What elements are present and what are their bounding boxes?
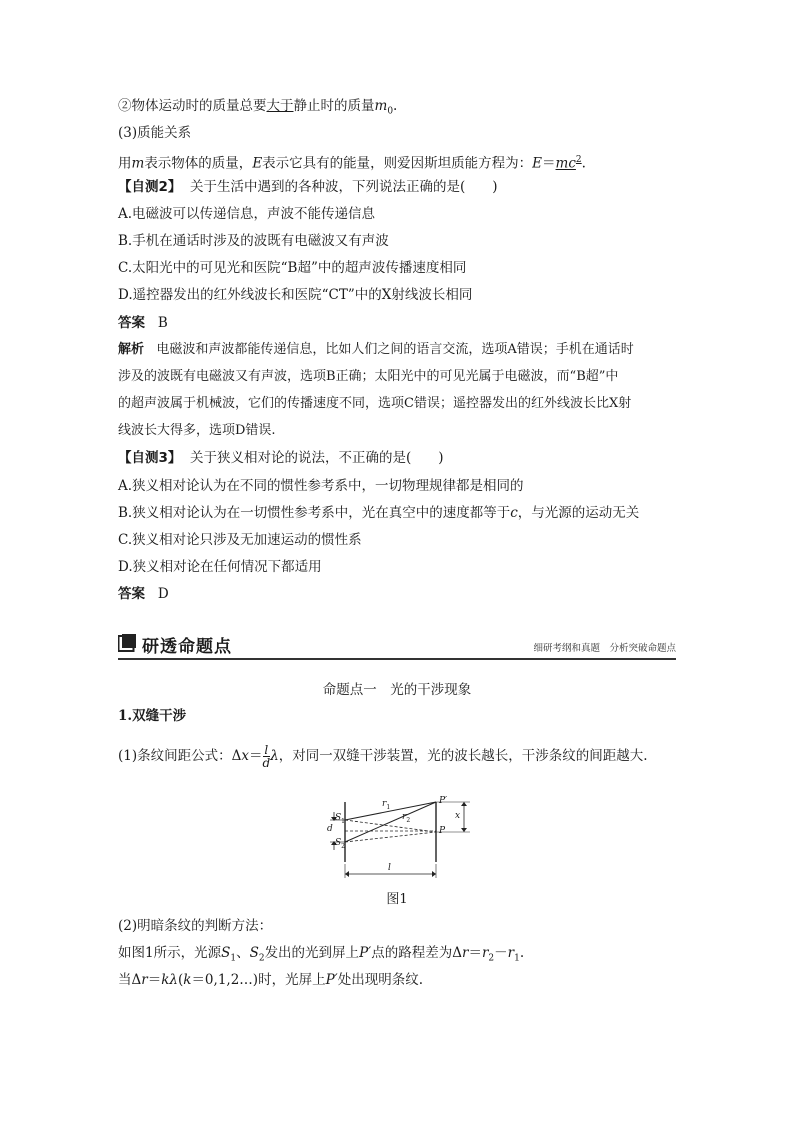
fraction-l-over-d: $\frac{l}{d}$ (262, 743, 271, 770)
question-2-answer: 答案 B (118, 315, 168, 331)
label-p-prime: P′ (439, 796, 448, 806)
question-3-option-b: B.狭义相对论认为在一切惯性参考系中，光在真空中的速度都等于c，与光源的运动无关 (118, 505, 640, 521)
label-s1: $S_1$ (335, 813, 345, 825)
question-2-option-b: B.手机在通话时涉及的波既有电磁波又有声波 (118, 233, 389, 249)
heading-mass-energy: (3)质能关系 (118, 125, 192, 141)
paragraph-bright-fringe: 当Δr＝kλ(k＝0,1,2…)时，光屏上P′处出现明条纹. (118, 972, 424, 988)
question-2-analysis-line-3: 的超声波属于机械波，它们的传播速度不同，选项C错误；遥控器发出的红外线波长比X射 (118, 396, 632, 411)
question-3-option-d: D.狭义相对论在任何情况下都适用 (118, 559, 322, 575)
question-2-label: 【自测2】 (118, 179, 182, 195)
paragraph-mass: ②物体运动时的质量总要大于静止时的质量$m_0$. (118, 98, 398, 117)
section-subtitle: 细研考纲和真题 分析突破命题点 (533, 643, 676, 654)
double-slit-diagram (320, 798, 480, 882)
label-d: d (327, 824, 333, 834)
question-2-analysis-line-4: 线波长大得多，选项D错误. (118, 423, 276, 438)
question-3-option-a: A.狭义相对论认为在不同的惯性参考系中，一切物理规律都是相同的 (118, 478, 524, 494)
label-p: P (439, 826, 446, 836)
heading-fringe-judgement: (2)明暗条纹的判断方法： (118, 918, 273, 934)
figure-caption: 图1 (386, 892, 408, 907)
section-header (118, 632, 676, 660)
question-2-option-c: C.太阳光中的可见光和医院“B超”中的超声波传播速度相同 (118, 260, 467, 276)
label-l: l (388, 863, 391, 873)
question-2-option-a: A.电磁波可以传递信息，声波不能传递信息 (118, 206, 376, 222)
section-square-icon (118, 634, 136, 652)
question-2-analysis-line-2: 涉及的波既有电磁波又有声波，选项B正确；太阳光中的可见光属于电磁波，而“B超”中 (118, 369, 619, 384)
label-r2: $r_2$ (402, 812, 411, 824)
question-3-option-c: C.狭义相对论只涉及无加速运动的惯性系 (118, 532, 362, 548)
label-s2: $S_2$ (335, 838, 345, 850)
paragraph-mass-energy: 用m表示物体的质量，E表示它具有的能量，则爱因斯坦质能方程为：$E=mc^2$. (118, 155, 586, 172)
label-r1: $r_1$ (382, 799, 391, 811)
section-title: 研透命题点 (142, 637, 232, 657)
label-x: x (455, 811, 461, 821)
question-2-option-d: D.遥控器发出的红外线波长和医院“CT”中的X射线波长相同 (118, 287, 473, 303)
question-2-stem: 【自测2】 关于生活中遇到的各种波，下列说法正确的是( ) (118, 179, 498, 195)
question-3-label: 【自测3】 (118, 450, 182, 466)
paragraph-path-difference: 如图1所示，光源$S_1$、$S_2$发出的光到屏上P′点的路程差为$\Delta r=r_2-r_1$. (118, 945, 525, 964)
topic-title: 命题点一 光的干涉现象 (322, 682, 472, 698)
question-3-stem: 【自测3】 关于狭义相对论的说法，不正确的是( ) (118, 450, 444, 466)
formula-fringe-spacing: (1)条纹间距公式：Δx＝ $\frac{l}{d}$ λ，对同一双缝干涉装置，光的波长越长，干涉条纹的间距越大. (118, 743, 648, 770)
question-2-analysis-line-1: 解析 电磁波和声波都能传递信息，比如人们之间的语言交流，选项A错误；手机在通话时 (118, 342, 634, 357)
underlined-word: 大于 (266, 98, 294, 114)
heading-double-slit: 1.双缝干涉 (118, 708, 187, 724)
question-3-answer: 答案 D (118, 586, 169, 602)
